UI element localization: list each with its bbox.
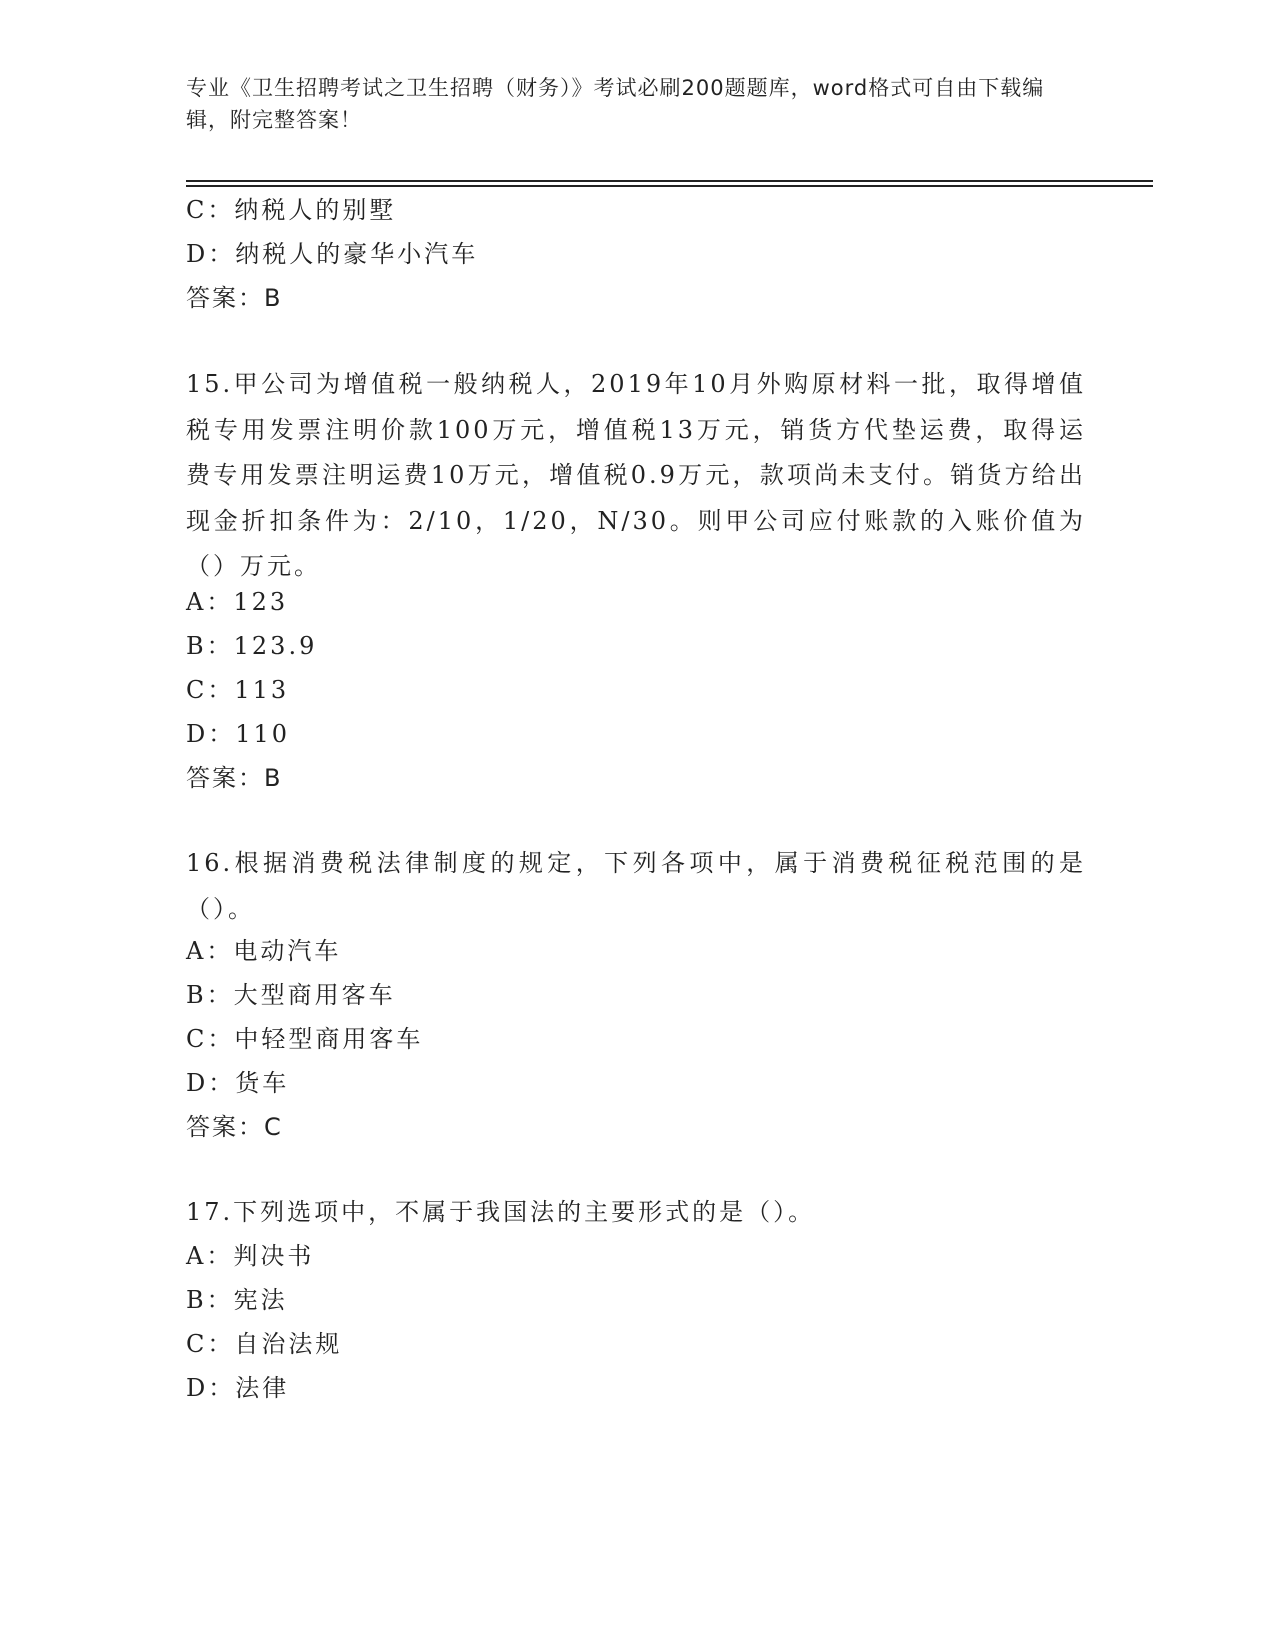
question-16-answer: 答案：C: [186, 1113, 283, 1141]
question-15-option-d: D：110: [186, 720, 291, 748]
question-17-option-d: D：法律: [186, 1374, 290, 1402]
question-16-option-c: C：中轻型商用客车: [186, 1025, 424, 1053]
question-16-option-b: B：大型商用客车: [186, 981, 396, 1009]
option-c: C：纳税人的别墅: [186, 196, 397, 224]
document-header: 专业《卫生招聘考试之卫生招聘（财务）》考试必刷200题题库，word格式可自由下载编辑，附完整答案！: [186, 76, 1045, 132]
question-17-stem: 17.下列选项中，不属于我国法的主要形式的是（）。: [186, 1198, 816, 1226]
question-16-stem: 16.根据消费税法律制度的规定，下列各项中，属于消费税征税范围的是（）。: [186, 849, 1086, 923]
question-16-option-a: A：电动汽车: [186, 937, 342, 965]
question-17-option-b: B：宪法: [186, 1286, 288, 1314]
header-divider-bottom: [186, 185, 1153, 187]
question-15-option-a: A：123: [186, 588, 289, 616]
header-divider-top: [186, 180, 1153, 182]
question-15-stem: 15.甲公司为增值税一般纳税人，2019年10月外购原材料一批，取得增值税专用发票注明价款100万元，增值税13万元，销货方代垫运费，取得运费专用发票注明运费10万元，增值税0.9万元，款项尚未支付。销货方给出现金折扣条件为：2/10，1/20，N/30。则甲公司应付账款的入账价值为（）万元。: [186, 370, 1086, 580]
question-15-option-b: B：123.9: [186, 632, 318, 660]
option-d: D：纳税人的豪华小汽车: [186, 240, 479, 268]
question-17-option-a: A：判决书: [186, 1242, 315, 1270]
question-15-option-c: C：113: [186, 676, 290, 704]
question-17-option-c: C：自治法规: [186, 1330, 343, 1358]
question-16-option-d: D：货车: [186, 1069, 290, 1097]
answer-line: 答案：B: [186, 284, 283, 312]
question-15-answer: 答案：B: [186, 764, 283, 792]
